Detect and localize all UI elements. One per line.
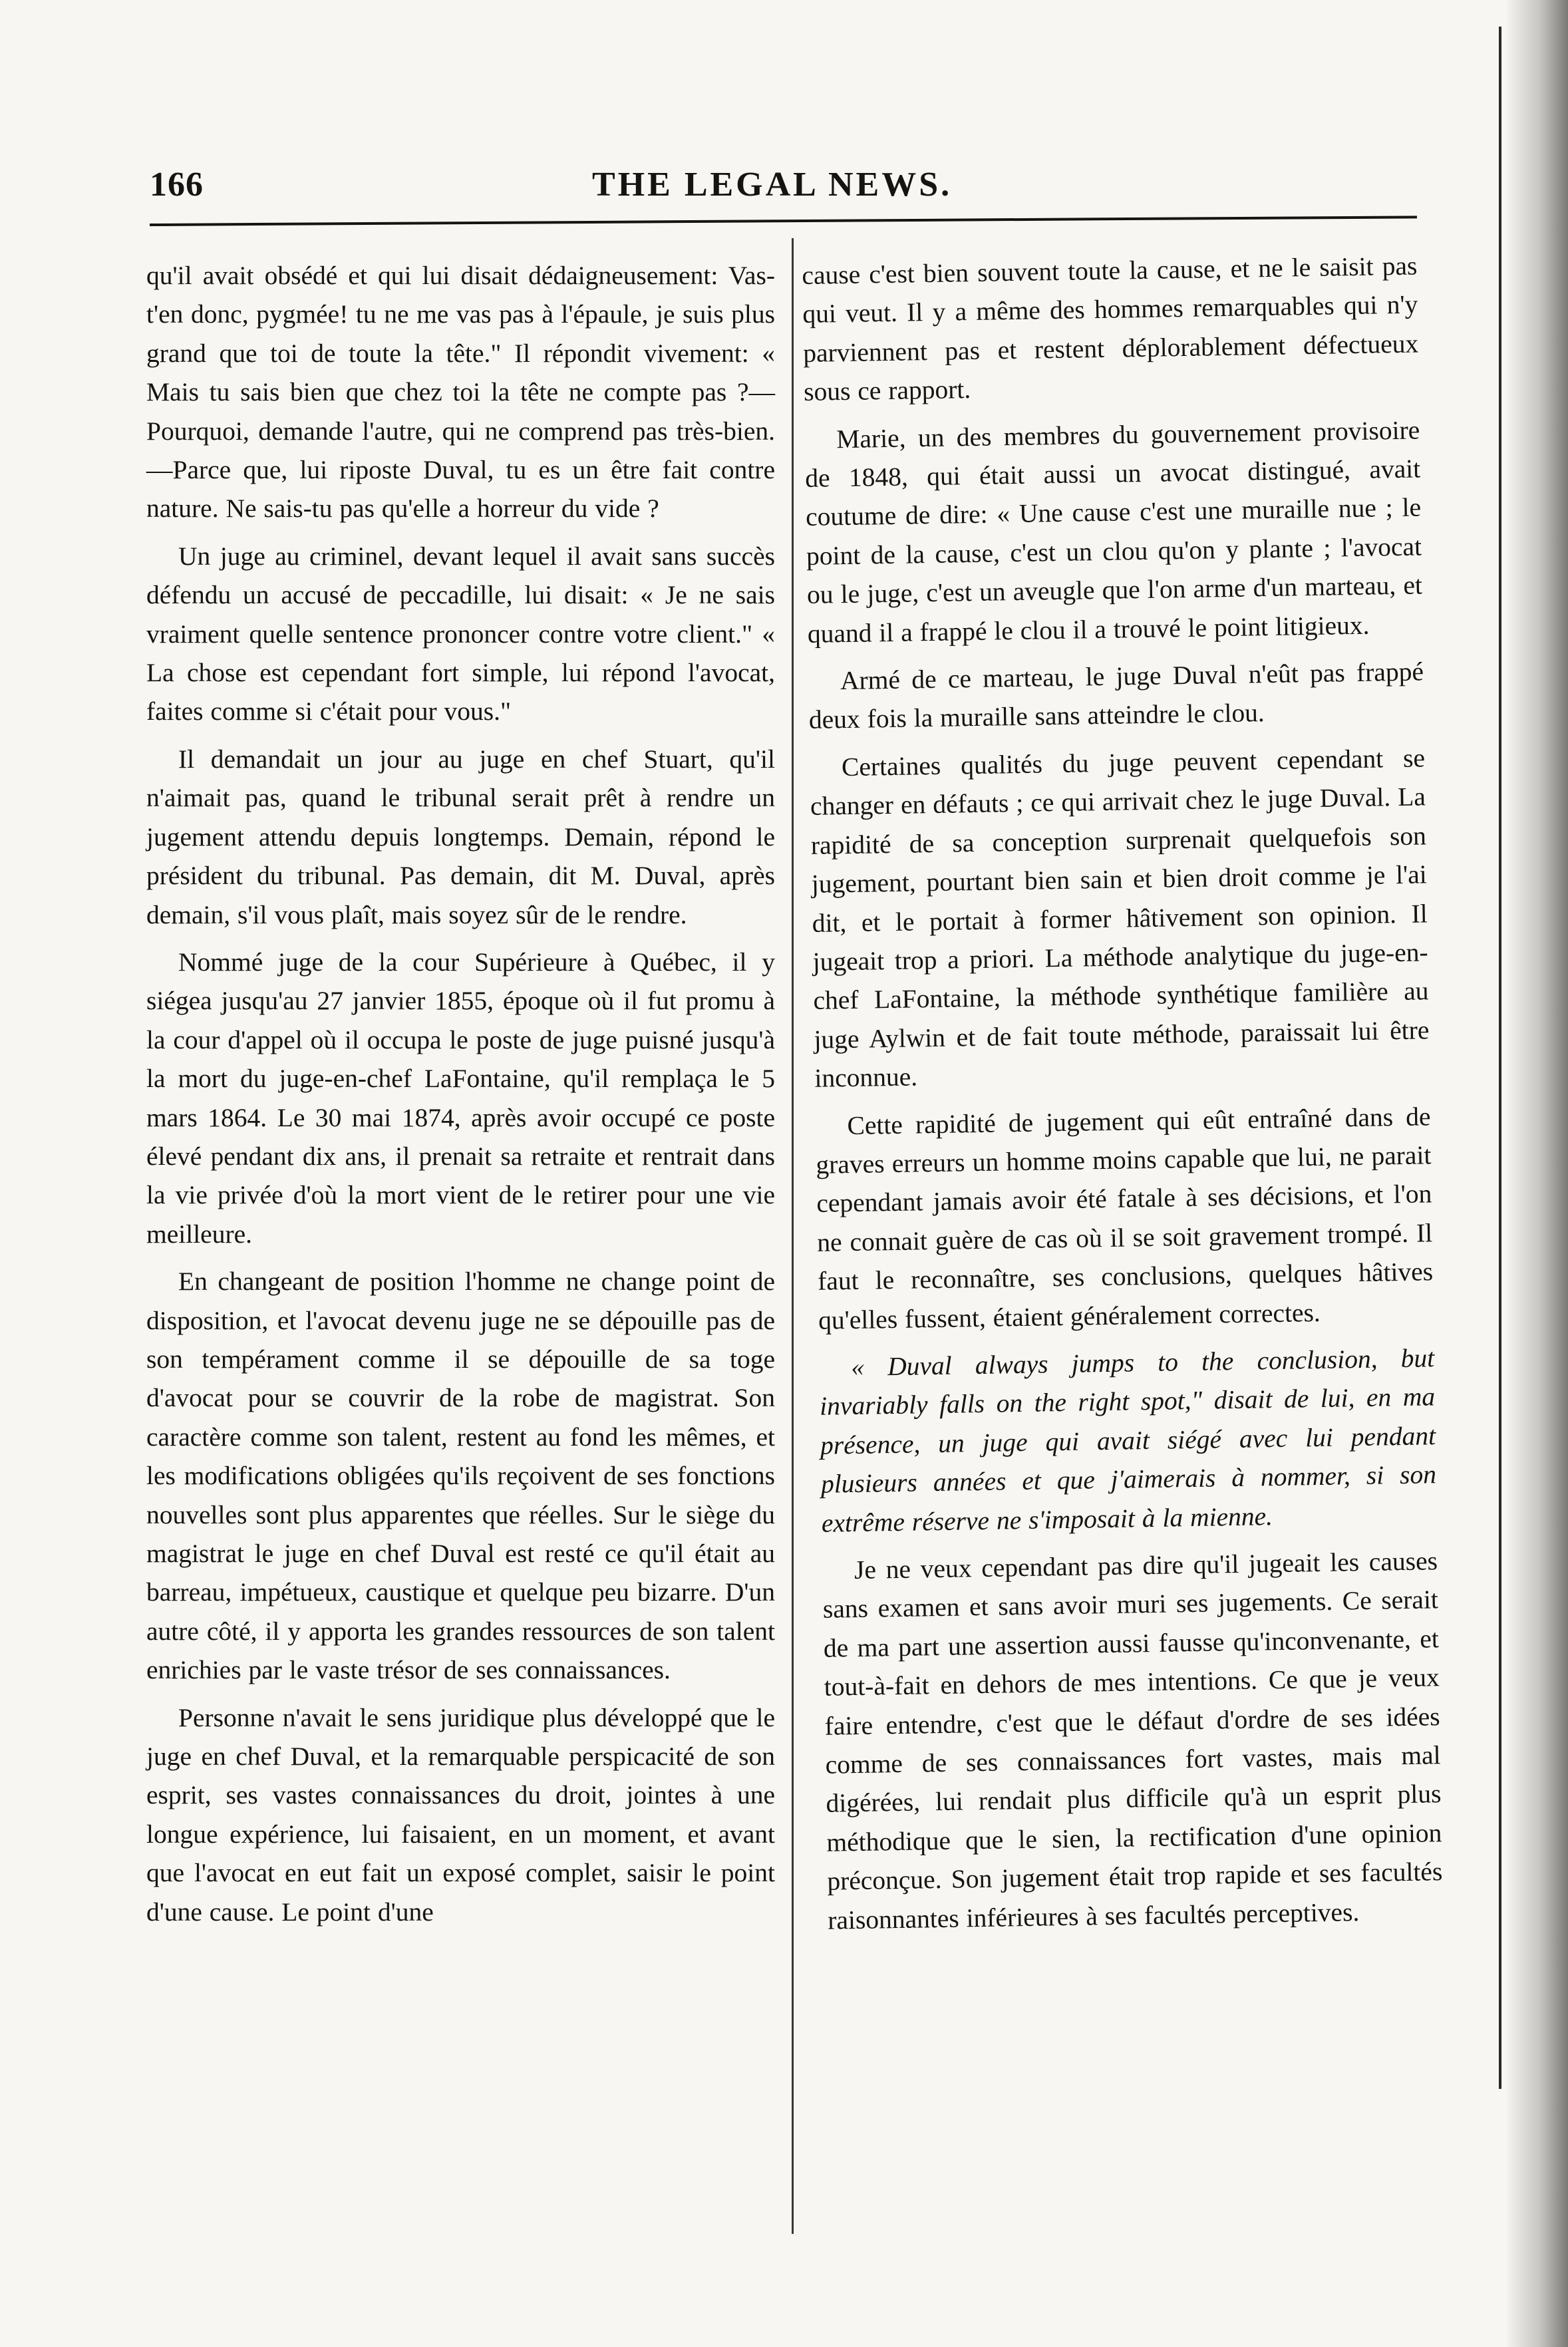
paragraph: qu'il avait obsédé et qui lui disait dédaigneusement: Vas-t'en donc, pygmée! tu ne me vas pas à l'épaule, je suis plus grand que toi de toute la tête." Il répondit vivement: « Mais tu sais bien que chez toi la tête ne compte pas ?—Pourquoi, demande l'autre, qui ne comprend pas très-bien. —Parce que, lui riposte Duval, tu es un être fait contre nature. Ne sais-tu pas qu'elle a horreur du vide ? xyxy=(146,261,775,524)
paragraph: Marie, un des membres du gouvernement provisoire de 1848, qui était aussi un avocat distingué, avait coutume de dire: « Une cause c'est une muraille nue ; le point de la cause, c'est un clou qu'on y plante ; l'avocat ou le juge, c'est un aveugle que l'on arme d'un marteau, et quand il a frappé le clou il a trouvé le point litigieux. xyxy=(804,415,1423,649)
paragraph: Nommé juge de la cour Supérieure à Québec, il y siégea jusqu'au 27 janvier 1855, époque où il fut promu à la cour d'appel où il occupa le poste de juge puisné jusqu'à la mort du juge-en-chef LaFontaine, qu'il remplaça le 5 mars 1864. Le 30 mai 1874, après avoir occupé ce poste élevé pendant dix ans, il prenait sa retraite et rentrait dans la vie privée d'où la mort vient de le retirer pour une vie meilleure. xyxy=(146,947,775,1249)
page-edge-shadow xyxy=(1505,0,1568,2347)
paragraph: Cette rapidité de jugement qui eût entraîné dans de graves erreurs un homme moins capable que lui, ne parait cependant jamais avoir été fatale à ses décisions, et l'on ne connait guère de cas où il se soit gravement trompé. Il faut le reconnaître, ses conclusions, quelques hâtives qu'elles fussent, étaient généralement correctes. xyxy=(816,1101,1434,1335)
page-header xyxy=(150,165,1444,218)
binding-edge-line xyxy=(1499,27,1501,2089)
paragraph: Je ne veux cependant pas dire qu'il jugeait les causes sans examen et sans avoir muri ses jugements. Ce serait de ma part une assertion aussi fausse qu'inconvenante, et tout-à-fait en dehors de mes intentions. Ce que je veux faire entendre, c'est que le défaut d'ordre de ses idées comme de ses connaissances fort vastes, mais mal digérées, lui rendait plus difficile qu'à un esprit plus méthodique que le sien, la rectification d'une opinion préconçue. Son jugement était trop rapide et ses facultés raisonnantes inférieures à ses facultés perceptives. xyxy=(822,1546,1443,1935)
column-divider xyxy=(792,238,794,2234)
paragraph: Un juge au criminel, devant lequel il avait sans succès défendu un accusé de peccadille, lui disait: « Je ne sais vraiment quelle sentence prononcer contre votre client." « La chose est cependant fort simple, lui répond l'avocat, faites comme si c'était pour vous." xyxy=(146,541,775,726)
paragraph: Certaines qualités du juge peuvent cependant se changer en défauts ; ce qui arrivait chez le juge Duval. La rapidité de sa conception surprenait quelquefois son jugement, pourtant bien sain et bien droit comme je l'ai dit, et le portait à former hâtivement son opinion. Il jugeait trop a priori. La méthode analytique du juge-en-chef LaFontaine, la méthode synthétique familière au juge Aylwin et de fait toute méthode, paraissait lui être inconnue. xyxy=(810,743,1430,1093)
paragraph: En changeant de position l'homme ne change point de disposition, et l'avocat devenu juge ne se dépouille pas de son tempérament comme il se dépouille de sa toge d'avocat pour se couvrir de la robe de magistrat. Son caractère comme son talent, restent au fond les mêmes, et les modifications obligées qu'ils reçoivent de ses fonctions nouvelles sont plus apparentes que réelles. Sur le siège du magistrat le juge en chef Duval est resté ce qu'il était au barreau, impétueux, caustique et quelque peu bizarre. D'un autre côté, il y apporta les grandes ressources de son talent enrichies par le vaste trésor de ses connaissances. xyxy=(146,1267,775,1685)
paragraph: Personne n'avait le sens juridique plus développé que le juge en chef Duval, et la remarquable perspicacité de son esprit, ses vastes connaissances du droit, jointes à une longue expérience, lui faisaient, en un moment, et avant que l'avocat en eut fait un exposé complet, saisir le point d'une cause. Le point d'une xyxy=(146,1702,775,1927)
right-column xyxy=(802,246,1444,1948)
page-number: 166 xyxy=(150,166,204,204)
quoted-paragraph: « Duval always jumps to the conclusion, but invariably falls on the right spot," disait de lui, en ma présence, un juge qui avait siégé avec lui pendant plusieurs années et que j'aimerais à nommer, si son extrême réserve ne s'imposait à la mienne. xyxy=(819,1343,1437,1538)
journal-title: THE LEGAL NEWS. xyxy=(592,166,953,204)
left-column xyxy=(146,256,775,1940)
paragraph: cause c'est bien souvent toute la cause, et ne le saisit pas qui veut. Il y a même des hommes remarquables qui n'y parviennent pas et restent déplorablement défectueux sous ce rapport. xyxy=(802,251,1419,407)
paragraph: Il demandait un jour au juge en chef Stuart, qu'il n'aimait pas, quand le tribunal serait prêt à rendre un jugement attendu depuis longtemps. Demain, répond le président du tribunal. Pas demain, dit M. Duval, après demain, s'il vous plaît, mais soyez sûr de le rendre. xyxy=(146,744,775,929)
paragraph: Armé de ce marteau, le juge Duval n'eût pas frappé deux fois la muraille sans atteindre le clou. xyxy=(808,657,1424,735)
